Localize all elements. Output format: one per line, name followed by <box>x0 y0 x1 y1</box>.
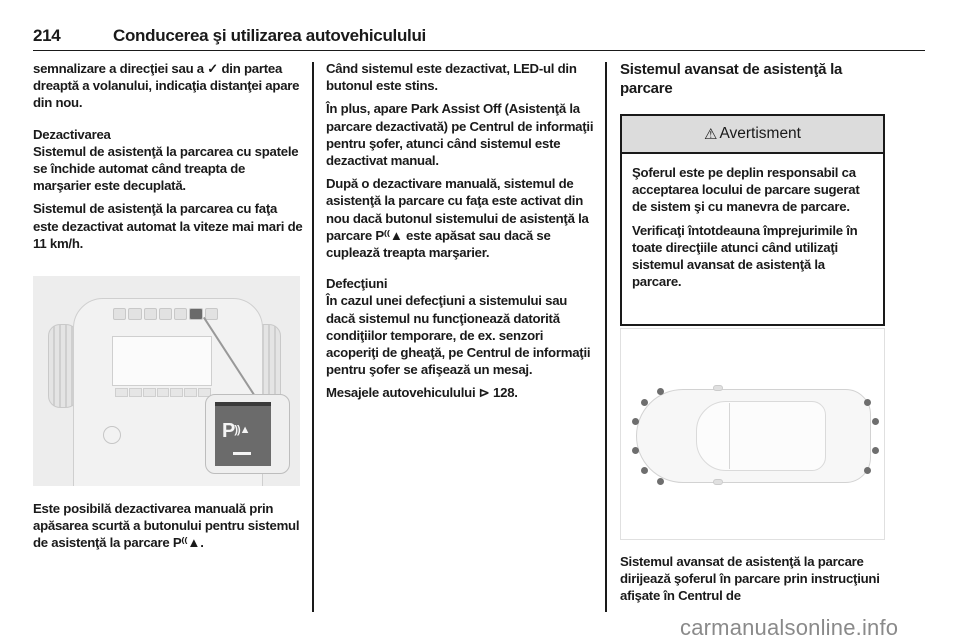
column-3-bottom <box>620 553 888 611</box>
sensor-dot-icon <box>641 467 648 474</box>
section-heading: Sistemul avansat de asistenţă la parcare <box>620 61 843 97</box>
sensor-dot-icon <box>657 478 664 485</box>
faults-paragraph: În cazul unei defecţiuni a sistemului sau dacă sistemul nu funcţionează datorită condiţiilor temporare, de ex. senzori acoperiţi de gheaţă, pe Centrul de informaţii pentru şofer se afişează un mesaj. <box>326 293 591 378</box>
volume-knob <box>103 426 121 444</box>
watermark: carmanualsonline.info <box>680 615 899 640</box>
column-1-bottom <box>33 500 303 558</box>
faults-heading: Defecţiuni <box>326 276 388 292</box>
messages-reference-page[interactable]: 128. <box>493 385 518 401</box>
column-3-heading-wrap <box>620 60 888 98</box>
column-2 <box>326 60 598 408</box>
sensor-dot-icon <box>632 447 639 454</box>
park-assist-button <box>215 402 271 466</box>
deactivation-paragraph-2: Sistemul de asistenţă la parcarea cu faţa este dezactivat automat la viteze mai mari de 11 km/h. <box>33 201 303 251</box>
sensor-dot-icon <box>864 467 871 474</box>
sensor-dot-icon <box>872 447 879 454</box>
car-top-view-illustration <box>620 328 885 540</box>
page-reference-arrow-icon: ⊳ <box>478 385 490 401</box>
button-led-indicator <box>233 452 251 455</box>
warning-header <box>622 116 883 154</box>
sensor-dot-icon <box>864 399 871 406</box>
infotainment-screen <box>112 336 212 386</box>
messages-reference-label: Mesajele autovehiculului <box>326 385 476 401</box>
warning-paragraph-1: Şoferul este pe deplin responsabil ca acceptarea locului de parcare sugerat de sistem şi cu manevra de parcare. <box>632 165 860 215</box>
intro-paragraph: semnalizare a direcţiei sau a ✓ din partea dreaptă a volanului, indicaţia distanţei apare din nou. <box>33 61 300 111</box>
sensor-dot-icon <box>657 388 664 395</box>
parking-sensor-icon: P))▲ <box>222 420 250 442</box>
sensor-dot-icon <box>872 418 879 425</box>
sensor-dot-icon <box>632 418 639 425</box>
reactivation-paragraph: După o dezactivare manuală, sistemul de asistenţă la parcare cu faţa este activat din nou dacă butonul sistemului de asistenţă la parcare P⁽⁽▲ este apăsat sau dacă se cuplează treapta marşarier. <box>326 176 589 261</box>
park-assist-off-paragraph: În plus, apare Park Assist Off (Asistenţă la parcare dezactivată) pe Centrul de informaţii pentru şofer, atunci când sistemul este dezactivat manual. <box>326 101 594 169</box>
warning-title: Avertisment <box>719 125 801 142</box>
warning-body <box>622 154 883 290</box>
sensor-dot-icon <box>641 399 648 406</box>
messages-reference <box>326 384 598 401</box>
column-divider <box>312 62 314 612</box>
deactivation-paragraph-1: Sistemul de asistenţă la parcarea cu spatele se închide automat când treapta de marşarier este decuplată. <box>33 143 299 194</box>
manual-deactivation-paragraph: Este posibilă dezactivarea manuală prin apăsarea scurtă a butonului pentru sistemul de asistenţă la parcare P⁽⁽▲. <box>33 501 300 551</box>
side-mirror <box>713 385 723 391</box>
page-number: 214 <box>33 26 61 45</box>
column-divider <box>605 62 607 612</box>
dashboard-illustration <box>33 276 300 486</box>
column-1 <box>33 60 303 258</box>
warning-triangle-icon: ⚠ <box>703 126 718 143</box>
screen-buttons <box>115 388 211 397</box>
warning-box <box>620 114 885 326</box>
led-off-paragraph: Când sistemul este dezactivat, LED-ul din butonul este stins. <box>326 61 577 94</box>
deactivation-heading: Dezactivarea <box>33 126 111 142</box>
closing-paragraph: Sistemul avansat de asistenţă la parcare dirijează şoferul în parcare prin instrucţiuni afişate în Centrul de <box>620 554 880 604</box>
chapter-title: Conducerea şi utilizarea autovehiculului <box>113 26 426 45</box>
warning-paragraph-2: Verificaţi întotdeauna împrejurimile în toate direcţiile atunci când utilizaţi sistemul avansat de asistenţă la parcare. <box>632 222 858 290</box>
page-header <box>33 26 925 51</box>
side-mirror <box>713 479 723 485</box>
